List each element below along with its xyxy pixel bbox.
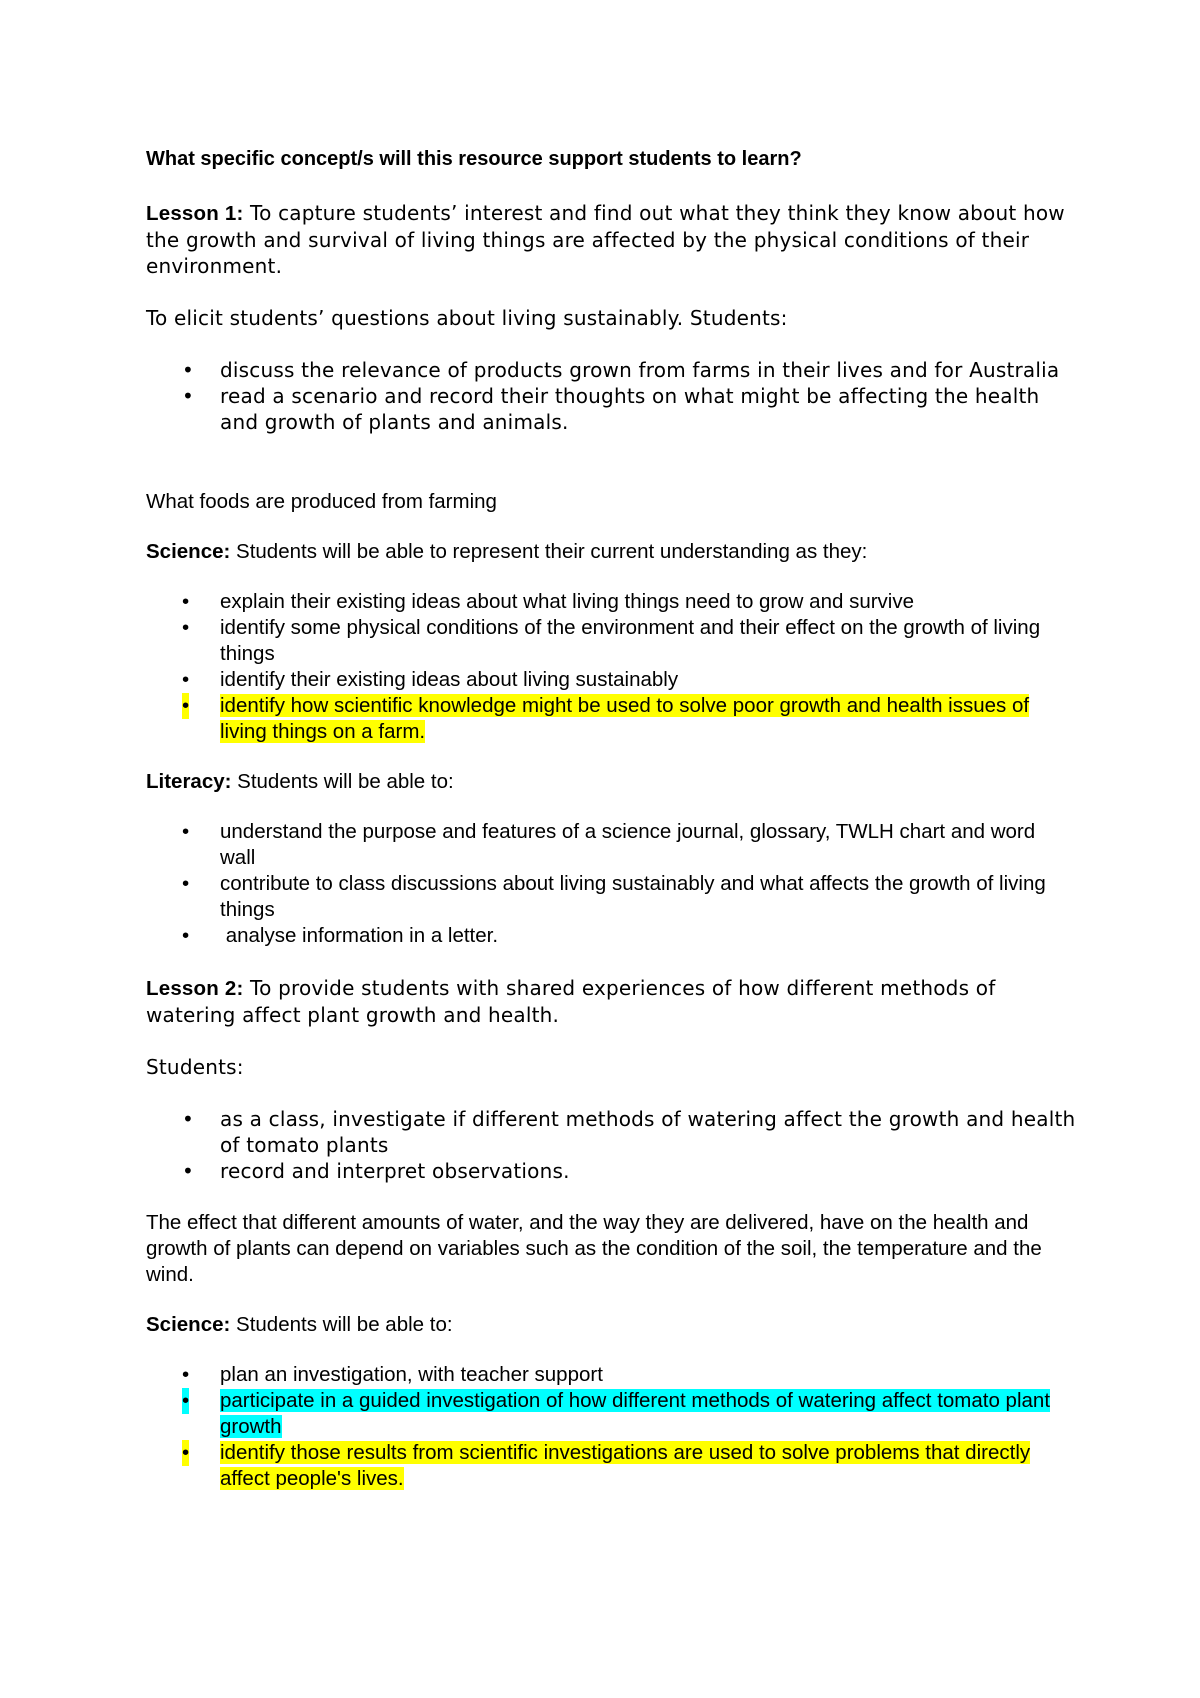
bullet-icon: • <box>182 820 190 843</box>
bullet-icon: • <box>182 694 190 717</box>
bullet-icon: • <box>182 1441 190 1464</box>
list-item-highlighted: • participate in a guided investigation of how different methods of watering affect tomato plant growth <box>182 1389 1051 1438</box>
bullet-icon: • <box>182 668 190 691</box>
foods-heading: What foods are produced from farming <box>146 490 497 513</box>
literacy-paragraph <box>146 769 1076 795</box>
effect-paragraph: The effect that different amounts of water, and the way they are delivered, have on the health and growth of plants can depend on variables such as the condition of the soil, the temperature and the wind. <box>146 1211 1042 1286</box>
science-1-paragraph <box>146 539 1076 565</box>
bullet-icon: • <box>182 1389 190 1412</box>
list-item: • analyse information in a letter. <box>182 924 499 947</box>
list-item: • read a scenario and record their thoughts on what might be affecting the health and growth of plants and animals. <box>182 384 1040 434</box>
bullet-icon: • <box>182 1363 190 1386</box>
list-item: • discuss the relevance of products grown from farms in their lives and for Australia <box>182 358 1060 382</box>
bullet-icon: • <box>182 616 190 639</box>
lesson-1-elicit: To elicit students’ questions about living sustainably. Students: <box>146 306 788 330</box>
lesson-1-bullet-list <box>146 357 1076 435</box>
lesson-2-label: Lesson 2: <box>146 977 244 1000</box>
lesson-1-label: Lesson 1: <box>146 202 244 225</box>
list-item: • explain their existing ideas about what living things need to grow and survive <box>182 590 914 613</box>
literacy-bullet-list <box>146 819 1076 949</box>
bullet-icon: • <box>182 384 194 408</box>
literacy-text: Students will be able to: <box>231 770 454 793</box>
document-heading: What specific concept/s will this resource support students to learn? <box>146 148 802 170</box>
list-item: • identify their existing ideas about living sustainably <box>182 668 679 691</box>
bullet-icon: • <box>182 1107 194 1131</box>
bullet-icon: • <box>182 358 194 382</box>
bullet-icon: • <box>182 924 190 947</box>
lesson-1-text: To capture students’ interest and find out what they think they know about how the growth and survival of living things are affected by the physical conditions of their environment. <box>146 201 1065 278</box>
list-item: • contribute to class discussions about living sustainably and what affects the growth of living things <box>182 872 1046 921</box>
document-body <box>146 146 1076 1492</box>
science-2-label: Science: <box>146 1313 231 1336</box>
list-item: • understand the purpose and features of a science journal, glossary, TWLH chart and word wall <box>182 820 1036 869</box>
list-item-highlighted: • identify how scientific knowledge might be used to solve poor growth and health issues of living things on a farm. <box>182 694 1030 743</box>
science-2-bullet-list <box>146 1362 1076 1492</box>
bullet-icon: • <box>182 872 190 895</box>
list-item: • identify some physical conditions of the environment and their effect on the growth of living things <box>182 616 1041 665</box>
science-2-paragraph <box>146 1312 1076 1338</box>
science-1-bullet-list <box>146 589 1076 745</box>
bullet-icon: • <box>182 1159 194 1183</box>
lesson-2-bullet-list <box>146 1106 1076 1184</box>
literacy-label: Literacy: <box>146 770 232 793</box>
science-2-text: Students will be able to: <box>230 1313 453 1336</box>
bullet-icon: • <box>182 590 190 613</box>
lesson-2-paragraph <box>146 975 1076 1028</box>
list-item: • as a class, investigate if different methods of watering affect the growth and health of tomato plants <box>182 1107 1076 1157</box>
lesson-2-students: Students: <box>146 1055 244 1079</box>
lesson-1-paragraph <box>146 200 1076 279</box>
list-item-highlighted: • identify those results from scientific investigations are used to solve problems that directly affect people's lives. <box>182 1441 1031 1490</box>
list-item: • record and interpret observations. <box>182 1159 570 1183</box>
lesson-2-text: To provide students with shared experiences of how different methods of watering affect plant growth and health. <box>146 976 996 1027</box>
science-1-label: Science: <box>146 540 231 563</box>
science-1-text: Students will be able to represent their current understanding as they: <box>230 540 868 563</box>
list-item: • plan an investigation, with teacher support <box>182 1363 603 1386</box>
